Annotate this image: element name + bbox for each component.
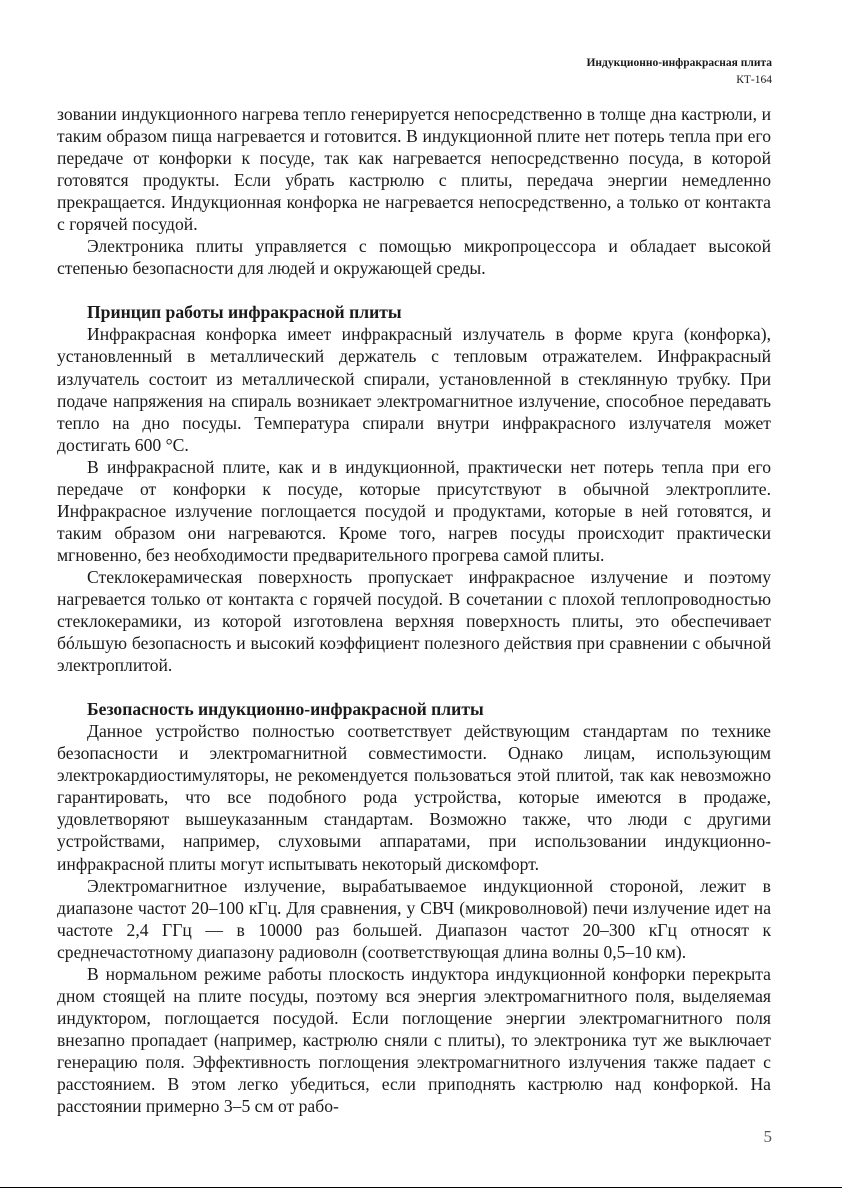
safety-paragraph-1: Данное устройство полностью соответствует действующим стандартам по технике безопасности и электромагнитной совместимости. Однако лицам, использующим электрокардиостимуляторы, не рекомендуется пользоваться этой плитой, так как невозможно гарантировать, что все подобного рода устройства, которые имеются в продаже, удовлетворяют вышеуказанным стандартам. Возможно также, что люди с другими устройствами, например, слуховыми аппаратами, при использовании индукционно-инфракрасной плиты могут испытывать некоторый дискомфорт. bbox=[57, 721, 771, 874]
safety-paragraph-2: Электромагнитное излучение, вырабатываемое индукционной стороной, лежит в диапазоне частот 20–100 кГц. Для сравнения, у СВЧ (микроволновой) печи излучение идет на частоте 2,4 ГГц — в 10000 раз большей. Диапазон частот 20–300 кГц относят к среднечастотному диапазону радиоволн (соответствующая длина волны 0,5–10 км). bbox=[57, 875, 771, 962]
infrared-paragraph-1: Инфракрасная конфорка имеет инфракрасный излучатель в форме круга (конфорка), установленный в металлический держатель с тепловым отражателем. Инфракрасный излучатель состоит из металлической спирали, установленной в стеклянную трубку. При подаче напряжения на спираль возникает электромагнитное излучение, способное передавать тепло на дно посуды. Температура спирали внутри инфракрасного излучателя может достигать 600 °С. bbox=[57, 324, 771, 455]
header-title: Индукционно-инфракрасная плита bbox=[586, 57, 772, 69]
running-header bbox=[586, 55, 772, 89]
header-model: КТ-164 bbox=[736, 74, 772, 86]
section-heading-safety: Безопасность индукционно-инфракрасной плиты bbox=[87, 699, 484, 720]
infrared-paragraph-2: В инфракрасной плите, как и в индукционной, практически нет потерь тепла при его передаче от конфорки к посуде, которые присутствуют в обычной электроплите. Инфракрасное излучение поглощается посудой и продуктами, которые в ней готовятся, и таким образом они нагреваются. Кроме того, нагрев посуды происходит практически мгновенно, без необходимости предварительного прогрева самой плиты. bbox=[57, 456, 771, 565]
bottom-rule bbox=[0, 1187, 842, 1188]
page-number: 5 bbox=[763, 1127, 772, 1146]
section-heading-infrared: Принцип работы инфракрасной плиты bbox=[87, 302, 402, 323]
intro-paragraph-2: Электроника плиты управляется с помощью микропроцессора и обладает высокой степенью безопасности для людей и окружающей среды. bbox=[57, 236, 771, 279]
intro-paragraph-1: зовании индукционного нагрева тепло генерируется непосредственно в толще дна кастрюли, и таким образом пища нагревается и готовится. В индукционной плите нет потерь тепла при его передаче от конфорки к посуде, так как нагревается непосредственно посуда, в которой готовятся продукты. Если убрать кастрюлю с плиты, передача энергии немедленно прекращается. Индукционная конфорка не нагревается непосредственно, а только от контакта с горячей посудой. bbox=[57, 104, 771, 235]
page-body bbox=[57, 103, 771, 1117]
safety-paragraph-3: В нормальном режиме работы плоскость индуктора индукционной конфорки перекрыта дном стоящей на плите посуды, поэтому вся энергия электромагнитного поля, выделяемая индуктором, поглощается посудой. Если поглощение энергии электромагнитного поля внезапно пропадает (например, кастрюлю сняли с плиты), то электроника тут же выключает генерацию поля. Эффективность поглощения электромагнитного излучения также падает с расстоянием. В этом легко убедиться, если приподнять кастрюлю над конфоркой. На расстоянии примерно 3–5 см от рабо- bbox=[57, 963, 771, 1117]
infrared-paragraph-3: Стеклокерамическая поверхность пропускает инфракрасное излучение и поэтому нагревается только от контакта с горячей посудой. В сочетании с плохой теплопроводностью стеклокерамики, из которой изготовлена верхняя поверхность плиты, это обеспечивает бóльшую безопасность и высокий коэффициент полезного действия при сравнении с обычной электроплитой. bbox=[57, 566, 771, 676]
